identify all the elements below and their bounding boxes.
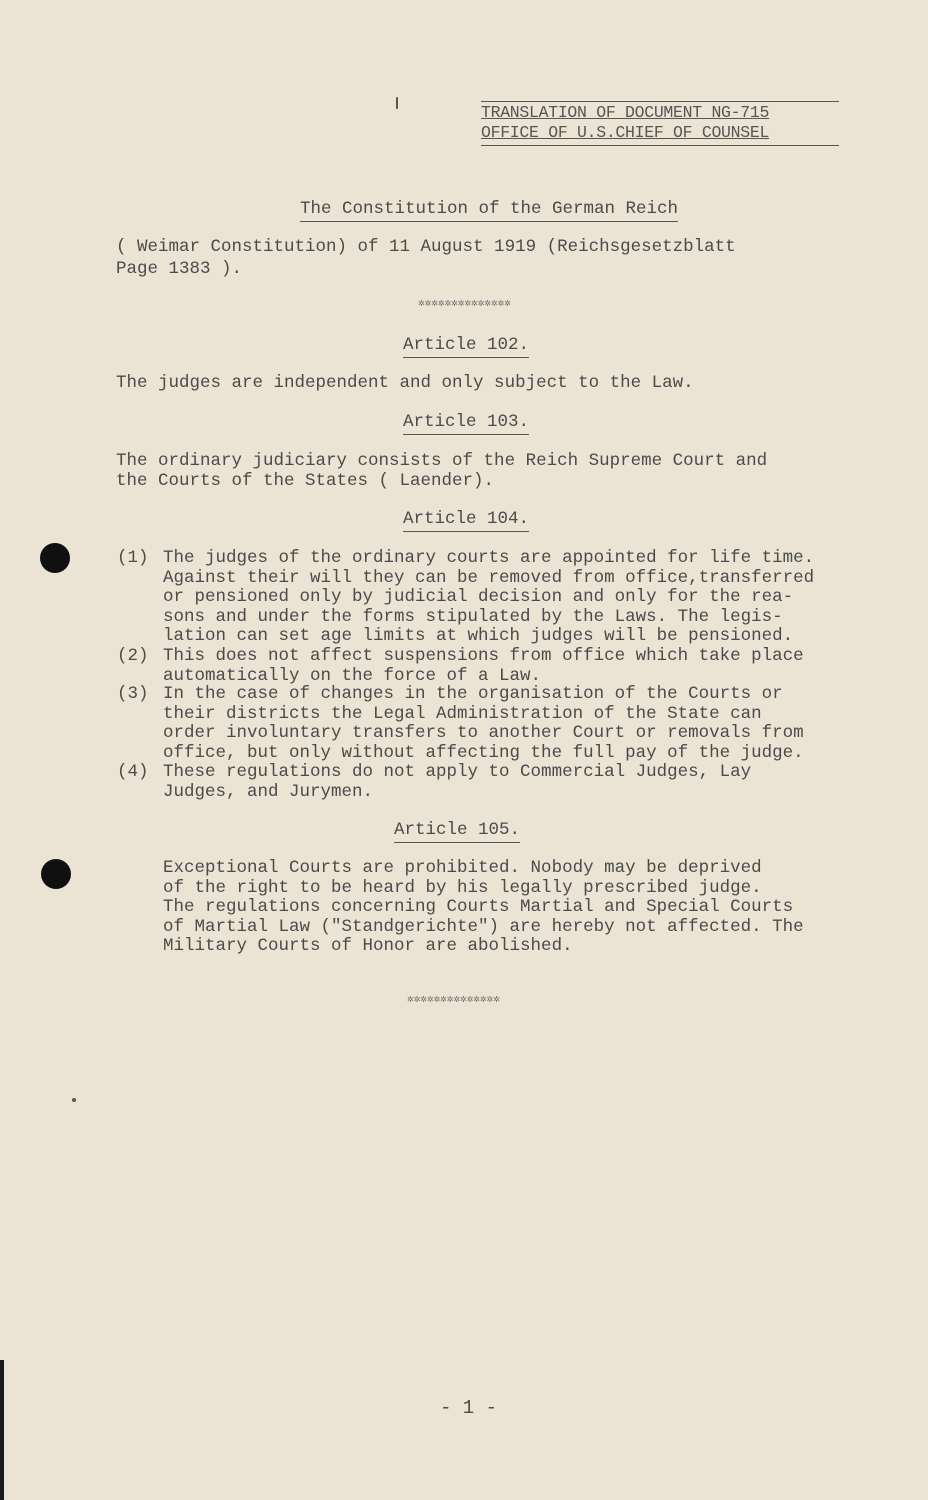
item-number: (2) xyxy=(117,646,149,666)
header-translation-line: TRANSLATION OF DOCUMENT NG-715 xyxy=(481,103,770,122)
article-103-line-2: the Courts of the States ( Laender). xyxy=(116,471,495,491)
item-line: automatically on the force of a Law. xyxy=(163,665,542,686)
article-105-line-5: Military Courts of Honor are abolished. xyxy=(163,936,573,957)
item-number: (3) xyxy=(117,684,149,704)
item-line: Judges, and Jurymen. xyxy=(163,781,374,802)
subtitle-line-2: Page 1383 ). xyxy=(116,259,243,279)
header-office-line: OFFICE OF U.S.CHIEF OF COUNSEL xyxy=(481,123,770,142)
article-105-line-3: The regulations concerning Courts Martial and Special Courts xyxy=(163,897,794,918)
page-edge-shadow xyxy=(0,1360,4,1500)
punch-hole-bottom xyxy=(41,859,71,889)
paper-speck xyxy=(72,1098,76,1102)
article-103-heading: Article 103. xyxy=(403,412,529,435)
item-line: order involuntary transfers to another Court or removals from xyxy=(163,723,804,744)
article-102-heading: Article 102. xyxy=(403,335,529,358)
item-line: The judges of the ordinary courts are appointed for life time. xyxy=(163,548,815,568)
article-105-line-1: Exceptional Courts are prohibited. Nobody may be deprived xyxy=(163,858,762,878)
article-102-text: The judges are independent and only subject to the Law. xyxy=(116,373,694,393)
paper-mark xyxy=(396,97,398,109)
item-number: (4) xyxy=(117,762,149,782)
subtitle-line-1: ( Weimar Constitution) of 11 August 1919 (Reichsgesetzblatt xyxy=(116,237,736,257)
page-number: - 1 - xyxy=(440,1397,498,1419)
separator-bottom: ✲✲✲✲✲✲✲✲✲✲✲✲✲✲ xyxy=(407,994,500,1006)
item-line: or pensioned only by judicial decision and only for the rea- xyxy=(163,587,794,608)
item-line: sons and under the forms stipulated by the Laws. The legis- xyxy=(163,606,783,627)
article-105-heading: Article 105. xyxy=(394,820,520,843)
item-line: lation can set age limits at which judges will be pensioned. xyxy=(163,626,794,647)
article-105-line-2: of the right to be heard by his legally prescribed judge. xyxy=(163,877,762,898)
item-line: This does not affect suspensions from office which take place xyxy=(163,646,804,666)
article-105-line-4: of Martial Law ("Standgerichte") are hereby not affected. The xyxy=(163,916,804,937)
item-line: office, but only without affecting the full pay of the judge. xyxy=(163,742,804,763)
article-104-heading: Article 104. xyxy=(403,509,529,532)
item-number: (1) xyxy=(117,548,149,568)
document-title: The Constitution of the German Reich xyxy=(300,199,678,222)
item-line: These regulations do not apply to Commercial Judges, Lay xyxy=(163,762,752,782)
punch-hole-top xyxy=(40,543,70,573)
separator-top: ✲✲✲✲✲✲✲✲✲✲✲✲✲✲ xyxy=(418,298,511,310)
article-103-line-1: The ordinary judiciary consists of the Reich Supreme Court and xyxy=(116,451,768,471)
item-line: their districts the Legal Administration of the State can xyxy=(163,703,762,724)
document-header xyxy=(481,101,839,146)
item-line: In the case of changes in the organisation of the Courts or xyxy=(163,684,783,704)
item-line: Against their will they can be removed from office,transferred xyxy=(163,567,815,588)
